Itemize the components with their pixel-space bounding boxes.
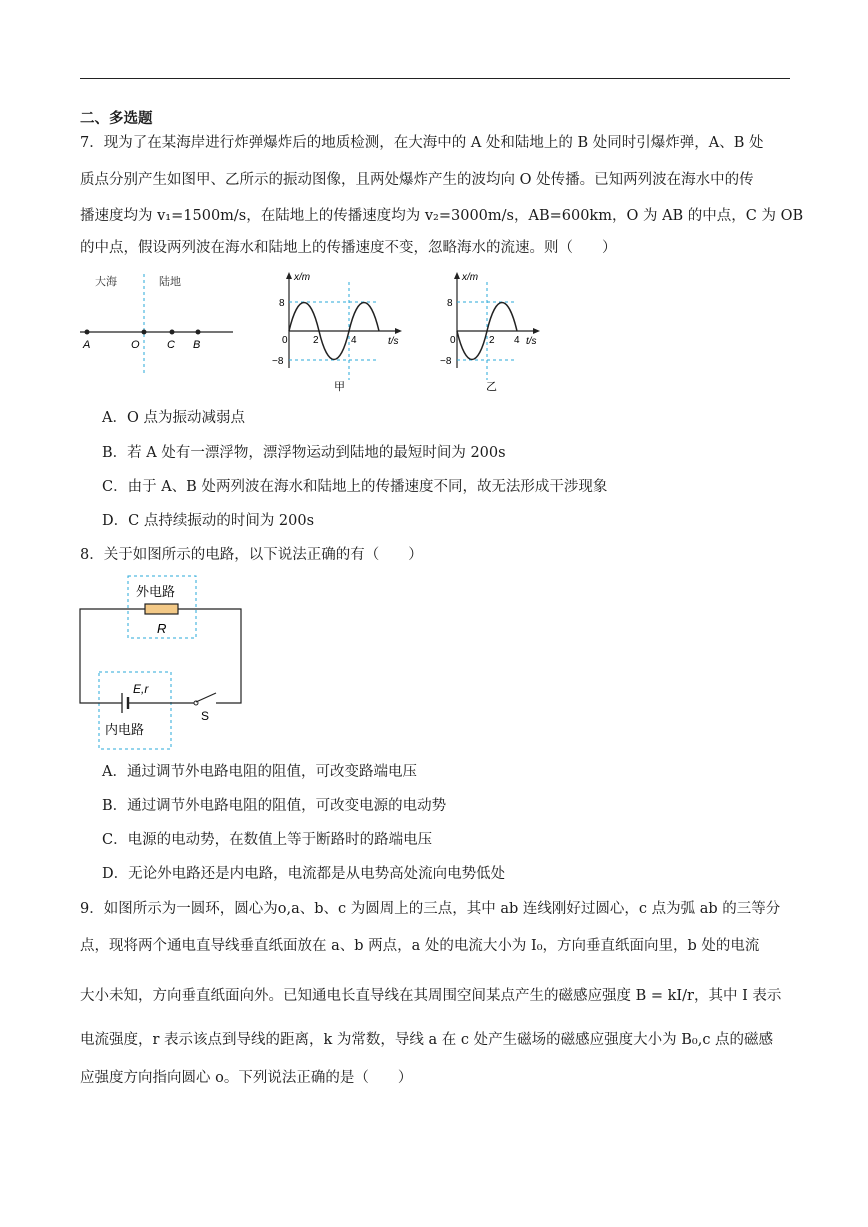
q7-figure-map bbox=[75, 268, 240, 380]
svg-text:x/m: x/m bbox=[294, 272, 311, 283]
label-O: O bbox=[131, 339, 140, 351]
caption-yi: 乙 bbox=[486, 380, 497, 392]
svg-text:8: 8 bbox=[279, 298, 285, 309]
q9-line-3: 大小未知，方向垂直纸面向外。已知通电长直导线在其周围空间某点产生的磁感应强度 B = kI/r，其中 I 表示 bbox=[80, 988, 782, 1004]
q9-line-1: 9．如图所示为一圆环，圆心为o,a、b、c 为圆周上的三点，其中 ab 连线刚好过圆心，c 点为弧 ab 的三等分 bbox=[80, 901, 781, 917]
outer-label: 外电路 bbox=[136, 585, 176, 600]
header-rule bbox=[80, 78, 790, 79]
svg-text:0: 0 bbox=[450, 335, 456, 346]
svg-text:8: 8 bbox=[447, 298, 453, 309]
q7-option-b: B．若 A 处有一漂浮物，漂浮物运动到陆地的最短时间为 200s bbox=[102, 445, 506, 461]
q7-option-d: D．C 点持续振动的时间为 200s bbox=[102, 513, 315, 529]
q8-option-a: A．通过调节外电路电阻的阻值，可改变路端电压 bbox=[102, 764, 417, 780]
svg-text:t/s: t/s bbox=[388, 336, 399, 347]
point-A bbox=[85, 330, 90, 335]
q9-line-5: 应强度方向指向圆心 o。下列说法正确的是（ ） bbox=[80, 1070, 413, 1086]
svg-text:−8: −8 bbox=[440, 356, 452, 367]
q7-option-c: C．由于 A、B 处两列波在海水和陆地上的传播速度不同，故无法形成干涉现象 bbox=[102, 479, 608, 495]
q8-option-b: B．通过调节外电路电阻的阻值，可改变电源的电动势 bbox=[102, 798, 447, 814]
q8-option-c: C．电源的电动势，在数值上等于断路时的路端电压 bbox=[102, 832, 433, 848]
svg-text:2: 2 bbox=[489, 335, 495, 346]
svg-text:0: 0 bbox=[282, 335, 288, 346]
point-B bbox=[196, 330, 201, 335]
q7-figure-jia bbox=[262, 268, 407, 392]
label-B: B bbox=[193, 339, 201, 351]
q7-option-a: A．O 点为振动减弱点 bbox=[102, 410, 245, 426]
q9-line-4: 电流强度，r 表示该点到导线的距离，k 为常数，导线 a 在 c 处产生磁场的磁感应强度大小为 B₀,c 点的磁感 bbox=[80, 1032, 774, 1048]
svg-text:t/s: t/s bbox=[526, 336, 537, 347]
svg-text:x/m: x/m bbox=[462, 272, 479, 283]
q9-line-2: 点，现将两个通电直导线垂直纸面放在 a、b 两点，a 处的电流大小为 I₀，方向垂直纸面向里，b 处的电流 bbox=[80, 938, 760, 954]
point-O bbox=[142, 330, 147, 335]
q8-option-d: D．无论外电路还是内电路，电流都是从电势高处流向电势低处 bbox=[102, 866, 506, 882]
resistor-label: R bbox=[157, 621, 167, 636]
q8-stem: 8．关于如图所示的电路，以下说法正确的有（ ） bbox=[80, 547, 423, 563]
q7-line-3: 播速度均为 v₁=1500m/s，在陆地上的传播速度均为 v₂=3000m/s，AB=600km，O 为 AB 的中点，C 为 OB bbox=[80, 208, 804, 224]
resistor-symbol bbox=[145, 604, 178, 614]
point-C bbox=[170, 330, 175, 335]
svg-text:2: 2 bbox=[313, 335, 319, 346]
q8-circuit-diagram bbox=[75, 572, 250, 754]
source-label: E,r bbox=[133, 682, 149, 696]
q7-line-2: 质点分别产生如图甲、乙所示的振动图像，且两处爆炸产生的波均向 O 处传播。已知两列波在海水中的传 bbox=[80, 172, 754, 188]
label-C: C bbox=[167, 339, 175, 351]
switch-blade bbox=[196, 693, 216, 702]
q7-figure-yi bbox=[430, 268, 550, 392]
label-A: A bbox=[83, 339, 91, 351]
inner-label: 内电路 bbox=[105, 723, 145, 738]
q7-line-4: 的中点，假设两列波在海水和陆地上的传播速度不变，忽略海水的流速。则（ ） bbox=[80, 240, 617, 256]
q7-line-1: 7．现为了在某海岸进行炸弹爆炸后的地质检测，在大海中的 A 处和陆地上的 B 处同时引爆炸弹，A、B 处 bbox=[80, 135, 764, 151]
section-title: 二、多选题 bbox=[80, 110, 153, 127]
svg-text:4: 4 bbox=[514, 335, 520, 346]
label-sea: 大海 bbox=[95, 275, 117, 288]
caption-jia: 甲 bbox=[334, 380, 345, 392]
svg-text:−8: −8 bbox=[272, 356, 284, 367]
switch-label: S bbox=[201, 709, 210, 723]
label-land: 陆地 bbox=[159, 275, 181, 288]
svg-text:4: 4 bbox=[351, 335, 357, 346]
